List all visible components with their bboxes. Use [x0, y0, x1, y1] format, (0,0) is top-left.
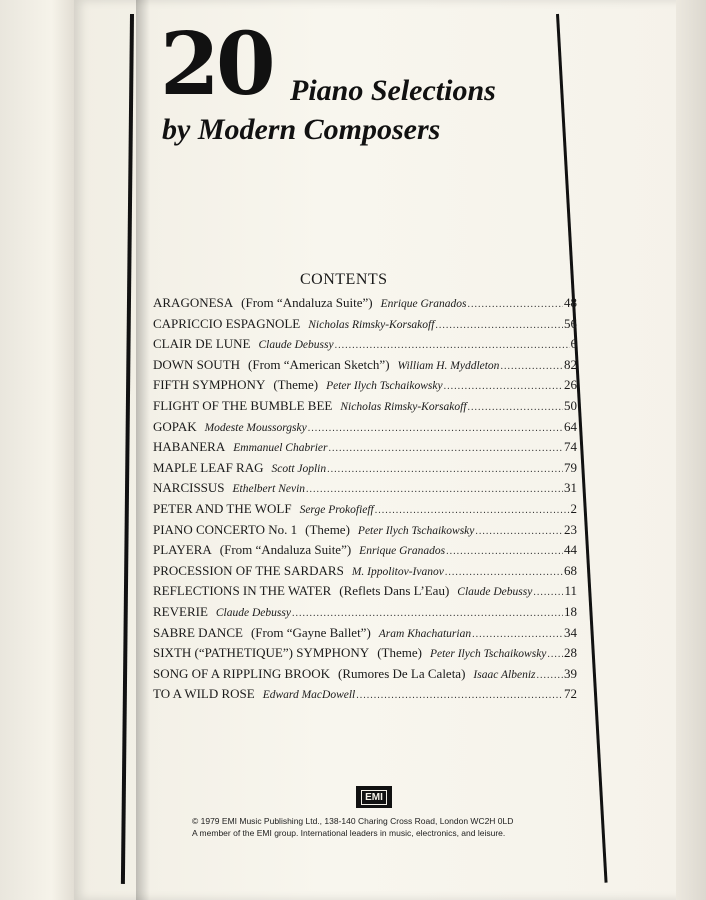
title-line-1: Piano Selections	[290, 74, 496, 107]
toc-entry	[153, 295, 577, 316]
toc-leader-dots	[468, 402, 563, 413]
toc-entry	[153, 522, 577, 543]
toc-leader-dots	[446, 546, 563, 557]
toc-entry-title: SONG OF A RIPPLING BROOK	[153, 665, 330, 681]
toc-entry-page: 2	[570, 500, 577, 516]
toc-entry-title: TO A WILD ROSE	[153, 686, 255, 702]
toc-entry	[153, 480, 577, 501]
facing-page-edge	[0, 0, 74, 900]
toc-entry-note: (From “Andaluza Suite”)	[219, 542, 352, 558]
toc-entry	[153, 583, 577, 604]
toc-leader-dots	[328, 443, 563, 454]
toc-leader-dots	[547, 649, 563, 660]
toc-entry	[153, 604, 577, 625]
toc-entry	[153, 645, 577, 666]
toc-entry-composer: Isaac Albeniz	[473, 668, 536, 681]
toc-entry-page: 72	[564, 686, 577, 702]
title-line-2: by Modern Composers	[162, 113, 441, 146]
toc-entry	[153, 686, 577, 707]
toc-entry-note: (From “American Sketch”)	[248, 356, 390, 372]
toc-entry-page: 74	[564, 439, 577, 455]
toc-entry	[153, 563, 577, 584]
emi-logo	[356, 786, 392, 808]
toc-entry	[153, 666, 577, 687]
toc-entry-note: (Rumores De La Caleta)	[337, 665, 466, 681]
toc-entry-title: NARCISSUS	[153, 480, 225, 496]
toc-entry	[153, 625, 577, 646]
toc-leader-dots	[533, 587, 563, 598]
toc-leader-dots	[537, 670, 564, 681]
copyright-footer	[192, 815, 572, 839]
toc-entry-page: 48	[564, 295, 577, 310]
toc-leader-dots	[356, 690, 563, 701]
toc-entry-composer: Nicholas Rimsky-Korsakoff	[308, 318, 435, 331]
toc-entry-page: 23	[564, 521, 577, 537]
toc-entry-composer: Modeste Moussorgsky	[204, 421, 307, 434]
toc-entry-title: PROCESSION OF THE SARDARS	[153, 562, 344, 578]
toc-entry-composer: Peter Ilych Tschaikowsky	[429, 648, 547, 661]
toc-entry-page: 39	[564, 665, 577, 681]
toc-leader-dots	[306, 484, 563, 495]
toc-leader-dots	[308, 423, 563, 434]
toc-entry	[153, 542, 577, 563]
toc-entry-page: 79	[564, 459, 577, 475]
toc-entry-composer: Aram Khachaturian	[378, 627, 472, 640]
toc-entry-title: SIXTH (“PATHETIQUE”) SYMPHONY	[153, 645, 370, 661]
toc-entry	[153, 398, 577, 419]
page-gutter-shadow	[136, 0, 150, 900]
toc-entry-title: CLAIR DE LUNE	[153, 336, 251, 352]
toc-entry-page: 50	[564, 397, 577, 413]
toc-entry-title: REVERIE	[153, 603, 208, 619]
toc-entry-note: (Theme)	[305, 521, 350, 537]
toc-leader-dots	[472, 629, 563, 640]
toc-entry-composer: Ethelbert Nevin	[232, 483, 306, 496]
toc-leader-dots	[444, 381, 563, 392]
title-number: 20	[160, 14, 272, 115]
toc-entry-title: FIFTH SYMPHONY	[153, 377, 266, 393]
toc-entry-title: GOPAK	[153, 418, 197, 434]
toc-entry	[153, 501, 577, 522]
toc-entry-note: (Reflets Dans L’Eau)	[339, 583, 450, 599]
contents-heading: CONTENTS	[300, 271, 388, 288]
toc-leader-dots	[445, 567, 563, 578]
toc-entry-title: HABANERA	[153, 439, 226, 455]
toc-entry-title: PETER AND THE WOLF	[153, 500, 292, 516]
toc-leader-dots	[375, 505, 570, 516]
toc-entry-title: MAPLE LEAF RAG	[153, 459, 264, 475]
toc-entry-page: 64	[564, 418, 577, 434]
toc-leader-dots	[327, 464, 563, 475]
toc-entry-composer: Peter Ilych Tschaikowsky	[326, 380, 443, 393]
toc-entry-composer: Edward MacDowell	[262, 689, 356, 702]
toc-leader-dots	[500, 361, 563, 372]
toc-entry-composer: Claude Debussy	[457, 586, 533, 599]
toc-leader-dots	[475, 526, 563, 537]
toc-entry	[153, 336, 577, 357]
toc-entry-page: 28	[564, 645, 577, 661]
toc-entry-page: 68	[564, 562, 577, 578]
toc-entry-title: ARAGONESA	[153, 295, 234, 310]
toc-leader-dots	[435, 320, 563, 331]
toc-entry-title: PLAYERA	[153, 542, 212, 558]
toc-entry-title: REFLECTIONS IN THE WATER	[153, 583, 332, 599]
toc-entry-composer: William H. Myddleton	[397, 359, 500, 372]
toc-entry-composer: Nicholas Rimsky-Korsakoff	[340, 400, 467, 413]
toc-entry-note: (Theme)	[377, 645, 422, 661]
toc-entry-page: 34	[564, 624, 577, 640]
toc-entry-composer: M. Ippolitov-Ivanov	[351, 565, 444, 578]
toc-entry-title: FLIGHT OF THE BUMBLE BEE	[153, 397, 333, 413]
toc-entry-title: SABRE DANCE	[153, 624, 243, 640]
toc-entry-page: 31	[564, 480, 577, 496]
toc-entry	[153, 377, 577, 398]
toc-entry-composer: Claude Debussy	[215, 606, 291, 619]
toc-entry	[153, 439, 577, 460]
logo-text: EMI	[361, 790, 387, 805]
toc-entry	[153, 316, 577, 337]
toc-entry-composer: Emmanuel Chabrier	[233, 442, 328, 455]
toc-entry-composer: Enrique Granados	[359, 545, 446, 558]
toc-entry-title: CAPRICCIO ESPAGNOLE	[153, 315, 301, 331]
toc-entry	[153, 460, 577, 481]
book-title	[160, 14, 560, 152]
table-of-contents	[153, 295, 577, 707]
emi-group-line: A member of the EMI group. International leaders in music, electronics, and leisure.	[192, 828, 506, 838]
toc-entry-note: (From “Gayne Ballet”)	[250, 624, 371, 640]
toc-entry-composer: Peter Ilych Tschaikowsky	[357, 524, 475, 537]
toc-entry-page: 6	[570, 336, 577, 352]
toc-leader-dots	[292, 608, 563, 619]
toc-entry-composer: Scott Joplin	[271, 462, 327, 475]
copyright-line: © 1979 EMI Music Publishing Ltd., 138-140 Charing Cross Road, London WC2H 0LD	[192, 816, 514, 826]
toc-entry-page: 44	[564, 542, 577, 558]
toc-entry-page: 26	[564, 377, 577, 393]
page-right-edge	[676, 0, 706, 900]
toc-entry-page: 11	[564, 583, 577, 599]
toc-entry-note: (From “Andaluza Suite”)	[241, 295, 373, 310]
toc-entry-page: 56	[564, 315, 577, 331]
toc-entry-title: PIANO CONCERTO No. 1	[153, 521, 298, 537]
toc-entry-composer: Enrique Granados	[380, 298, 467, 310]
toc-entry-page: 18	[564, 603, 577, 619]
toc-entry	[153, 419, 577, 440]
toc-entry	[153, 357, 577, 378]
toc-entry-composer: Claude Debussy	[258, 339, 334, 352]
toc-entry-title: DOWN SOUTH	[153, 356, 241, 372]
toc-entry-composer: Serge Prokofieff	[299, 503, 374, 516]
toc-leader-dots	[335, 340, 570, 351]
toc-entry-note: (Theme)	[273, 377, 319, 393]
toc-entry-page: 82	[564, 356, 577, 372]
toc-leader-dots	[468, 299, 563, 310]
